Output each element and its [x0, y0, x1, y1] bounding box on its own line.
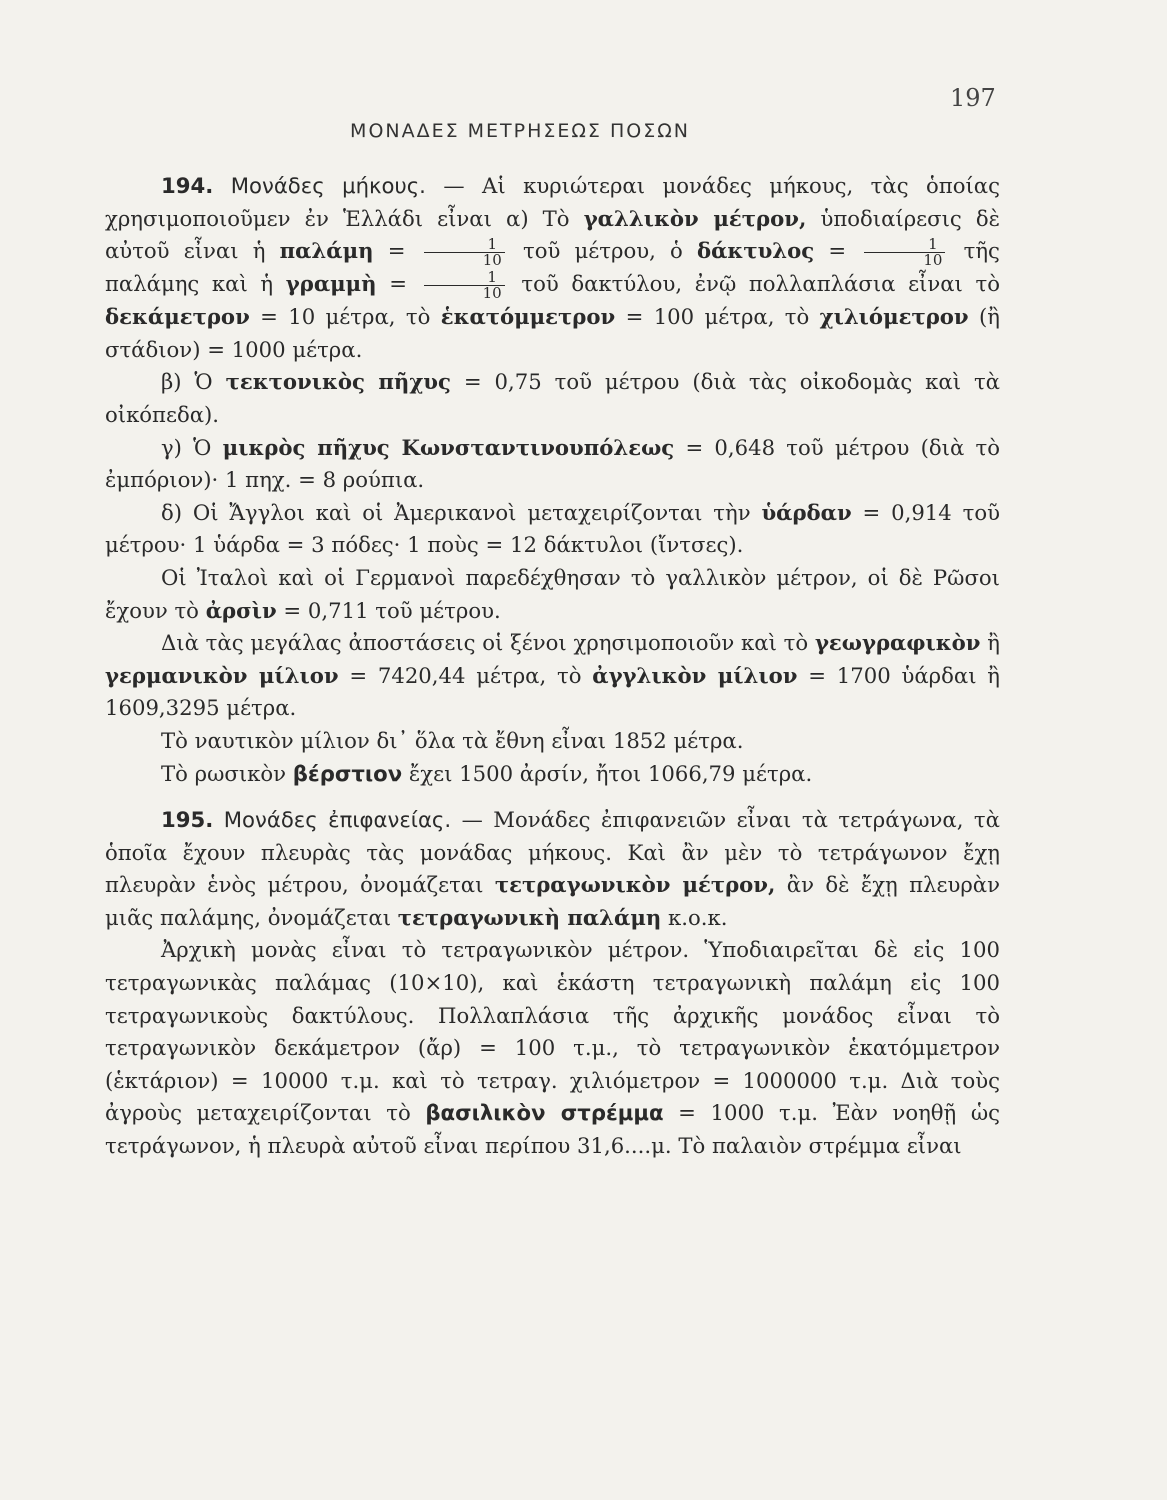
text-run: = 10 μέτρα, τὸ: [260, 304, 431, 330]
running-header: ΜΟΝΑΔΕΣ ΜΕΤΡΗΣΕΩΣ ΠΟΣΩΝ: [350, 120, 690, 142]
text-run: = 7420,44 μέτρα, τὸ: [349, 662, 582, 688]
term-bold: τετραγωνικὸν μέτρον,: [494, 872, 776, 898]
term-bold: μικρὸς πῆχυς Κωνσταντινουπόλεως: [222, 434, 675, 460]
term-bold: γεωγραφικὸν: [814, 630, 981, 656]
text-run: = 0,648 τοῦ μέτρου (διὰ τὸ ἐμπόριον)· 1 πηχ. = 8 ρούπια.: [105, 434, 1000, 493]
text-run: =: [828, 238, 847, 264]
section-number: 194.: [161, 173, 214, 198]
term-bold: τετραγωνικὴ παλάμη: [397, 904, 662, 930]
term-bold: γαλλικὸν μέτρον,: [583, 205, 807, 231]
term-bold: γερμανικὸν μίλιον: [105, 662, 339, 688]
paragraph: [105, 627, 1000, 725]
text-run: ἔχει 1500 ἀρσίν, ἤτοι 1066,79 μέτρα.: [408, 760, 813, 786]
section-194-paragraph: [105, 170, 1000, 366]
paragraph: [105, 934, 1000, 1162]
text-run: τοῦ δακτύλου, ἐνῷ πολλαπλάσια εἶναι τὸ: [521, 271, 1000, 297]
text-run: δ) Οἱ Ἄγγλοι καὶ οἱ Ἀμερικανοὶ μεταχειρίζονται τὴν: [161, 499, 751, 525]
section-195-paragraph: [105, 804, 1000, 934]
text-run: (ἢ στάδιον) = 1000 μέτρα.: [105, 304, 1000, 362]
text-run: — Μονάδες ἐπιφανειῶν εἶναι τὰ τετράγωνα, τὰ ὁποῖα ἔχουν πλευρὰς τὰς μονάδας μήκους. Καὶ ἂν μὲν τὸ τετράγωνον ἔχῃ πλευρὰν ἑνὸς μέτρου, ὀνομάζεται: [105, 807, 1000, 898]
text-run: =: [387, 238, 406, 264]
text-run: = 0,75 τοῦ μέτρου (διὰ τὰς οἰκοδομὰς καὶ τὰ οἰκόπεδα).: [105, 369, 1000, 427]
fraction: [864, 237, 945, 268]
page-body: [105, 170, 1000, 1163]
text-run: =: [389, 271, 407, 297]
fraction-numerator: 1: [864, 237, 945, 253]
term-bold: τεκτονικὸς πῆχυς: [225, 369, 451, 395]
text-run: = 100 μέτρα, τὸ: [625, 304, 810, 330]
term-bold: ἀγγλικὸν μίλιον: [592, 662, 798, 688]
term-bold: βέρστιον: [292, 760, 403, 786]
text-run: τῆς παλάμης καὶ ἡ: [105, 238, 1000, 297]
text-run: = 0,914 τοῦ μέτρου· 1 ὑάρδα = 3 πόδες· 1 ποὺς = 12 δάκτυλοι (ἴντσες).: [105, 499, 1000, 558]
term-bold: ἑκατόμμετρον: [440, 304, 616, 330]
paragraph: [105, 432, 1000, 497]
fraction: [424, 237, 505, 268]
text-run: Διὰ τὰς μεγάλας ἀποστάσεις οἱ ξένοι χρησιμοποιοῦν καὶ τὸ: [161, 630, 809, 656]
text-run: κ.ο.κ.: [667, 904, 728, 930]
text-run: β) Ὁ: [161, 369, 213, 395]
fraction-numerator: 1: [424, 270, 505, 286]
text-run: Οἱ Ἰταλοὶ καὶ οἱ Γερμανοὶ παρεδέχθησαν τὸ γαλλικὸν μέτρον, οἱ δὲ Ρῶσοι ἔχουν τὸ: [105, 564, 1000, 623]
text-run: Ἀρχικὴ μονὰς εἶναι τὸ τετραγωνικὸν μέτρον. Ὑποδιαιρεῖται δὲ εἰς 100 τετραγωνικὰς παλάμας (10×10), καὶ ἑκάστη τετραγωνικὴ παλάμη εἰς 100 τετραγωνικοὺς δακτύλους. Πολλαπλάσια τῆς ἀρχικῆς μονάδος εἶναι τὸ τετραγωνικὸν δεκάμετρον (ἄρ) = 100 τ.μ., τὸ τετραγωνικὸν ἑκατόμμετρον (ἑκτάριον) = 10000 τ.μ. καὶ τὸ τετραγ. χιλιόμετρον = 1000000 τ.μ. Διὰ τοὺς ἀγροὺς μεταχειρίζονται τὸ: [105, 937, 1000, 1126]
term-bold: δεκάμετρον: [105, 304, 250, 330]
fraction-numerator: 1: [424, 237, 505, 253]
text-run: = 1000 τ.μ. Ἐὰν νοηθῇ ὡς τετράγωνον, ἡ πλευρὰ αὐτοῦ εἶναι περίπου 31,6....μ. Τὸ παλαιὸν στρέμμα εἶναι: [105, 1100, 1000, 1159]
text-run: ἢ: [987, 630, 1000, 656]
section-heading: Μονάδες μήκους.: [230, 173, 426, 198]
fraction-denominator: 10: [923, 251, 943, 270]
term-bold: δάκτυλος: [697, 238, 815, 264]
paragraph: [105, 562, 1000, 627]
text-run: — Αἱ κυριώτεραι μονάδες μήκους, τὰς ὁποίας χρησιμοποιοῦμεν ἐν Ἑλλάδι εἶναι α) Τὸ: [105, 173, 1000, 231]
paragraph: [105, 758, 1000, 791]
term-bold: ἀρσὶν: [205, 597, 277, 623]
text-run: ἂν δὲ ἔχῃ πλευρὰν μιᾶς παλάμης, ὀνομάζεται: [105, 872, 1000, 930]
fraction-denominator: 10: [482, 284, 502, 303]
text-run: τοῦ μέτρου, ὁ: [522, 238, 683, 264]
term-bold: βασιλικὸν στρέμμα: [425, 1100, 664, 1126]
text-run: γ) Ὁ: [161, 434, 212, 460]
section-heading: Μονάδες ἐπιφανείας.: [223, 807, 452, 833]
paragraph: [105, 366, 1000, 431]
page-number: 197: [950, 84, 996, 112]
term-bold: ὑάρδαν: [761, 499, 852, 525]
text-run: = 0,711 τοῦ μέτρου.: [283, 597, 501, 623]
term-bold: παλάμη: [279, 238, 374, 264]
text-run: = 1700 ὑάρδαι ἢ 1609,3295 μέτρα.: [105, 662, 1000, 721]
term-bold: χιλιόμετρον: [819, 304, 969, 330]
fraction: [424, 270, 505, 301]
paragraph: [105, 497, 1000, 562]
text-run: ὑποδιαίρεσις δὲ αὐτοῦ εἶναι ἡ: [105, 205, 1000, 264]
term-bold: γραμμὴ: [285, 271, 377, 297]
text-run: Τὸ ναυτικὸν μίλιον δι᾿ ὅλα τὰ ἔθνη εἶναι 1852 μέτρα.: [161, 727, 744, 753]
text-run: Τὸ ρωσικὸν: [161, 760, 287, 786]
paragraph: [105, 725, 1000, 758]
fraction-denominator: 10: [482, 251, 502, 270]
section-number: 195.: [161, 807, 214, 833]
